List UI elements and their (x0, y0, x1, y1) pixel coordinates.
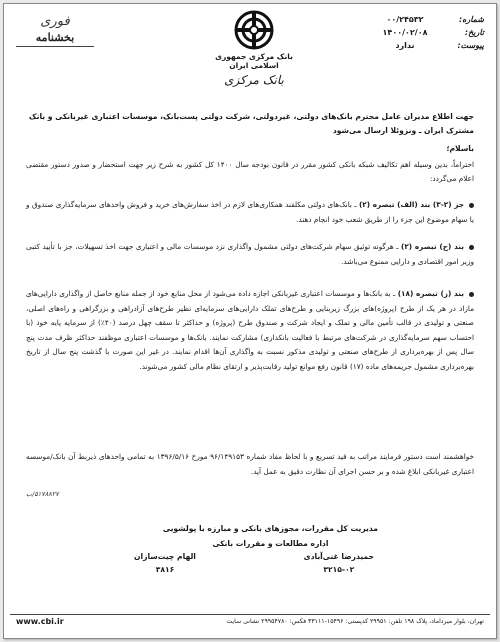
urgent-stamp (16, 14, 94, 60)
meta-number-label: شماره: (458, 15, 484, 24)
bank-name: بانک مرکزی جمهوری اسلامی ایران (215, 52, 293, 70)
letter-page (3, 3, 497, 639)
footer-address: تهران، بلوار میرداماد، پلاک ۱۹۸ تلفن: ۲۹۹۵۱ کدپستی: ۱۵۴۹۶-۳۳۱۱۱ فکس: ۲۹۹۵۴۷۸۰ نشانی سایت (226, 618, 484, 625)
bullet-heading: بند (ز) تبصره (۱۸) (397, 289, 464, 298)
reference-code: ۵۱۷۸۸۲۷/ب (26, 490, 59, 498)
office-title: اداره مطالعات و مقررات بانکی (212, 539, 329, 548)
intro-paragraph: احتراماً، بدین وسیله اهم تکالیف شبکه بانکی کشور مقرر در قانون بودجه سال ۱۴۰۰ کل کشور به شرح زیر جهت استحضار و صدور دستور مقتضی اعلام می‌گردد: (26, 160, 474, 183)
signers (134, 550, 374, 576)
signer-extension: ۳۲۱۵-۰۲ (323, 565, 355, 574)
bullet-text: ـ بانک‌های دولتی مکلفند همکاری‌های لازم در اخذ سفارش‌های خرید و فروش واحدهای سرمایه‌گذاری صندوق و یا سهام موضوع این جزء را از طریق شعب خود انجام دهند. (26, 200, 474, 224)
bullet-item-3 (26, 287, 474, 374)
meta-attachment (366, 39, 484, 52)
footer-website-link[interactable]: www.cbi.ir (16, 617, 64, 626)
meta-number-value: ۰۰/۲۴۵۳۲ (386, 15, 424, 24)
bullet-text: ـ به بانک‌ها و موسسات اعتباری غیربانکی اجازه داده می‌شود از محل منابع خود از جمله منابع حاصل از واگذاری دارایی‌های مازاد در هر یک از طرح (پروژه)های بزرگ زیربنایی و طرح‌های تملک دارایی‌های سرمایه‌ای نظیر طرح‌های آزادراهی و بزرگراهی و راه‌های اصلی، صنعتی و تولیدی در قالب تأمین مالی و تملک و ایجاد شرکت و صندوق طرح (پروژه) و حداکثر تا سقف چهل درصد (۴۰٪) از سرمایه پایه خود (با احتساب سهم سرمایه‌گذاری در شرکت‌های مرتبط با فعالیت بانکداری) مشارکت نمایند. بانک‌ها و موسسات اعتباری موظفند حداکثر ظرف مدت پنج سال پس از بهره‌برداری از طرح‌های صنعتی و تولیدی مذکور نسبت به واگذاری آن‌ها اقدام نمایند. در غیر این صورت با گذشت پنج سال از تاریخ بهره‌برداری مشمول جریمه‌های ماده (۱۷) قانون رفع موانع تولید رقابت‌پذیر و ارتقای نظام مالی کشور می‌شوند. (26, 289, 474, 371)
bullet-heading: جز (۲-۳) بند (الف) تبصره (۲) (358, 200, 465, 209)
meta-attachment-value: ندارد (395, 41, 415, 50)
meta-attachment-label: پیوست: (457, 41, 484, 50)
signer-extension: ۳۸۱۶ (155, 565, 175, 574)
bullet-dot-icon (469, 292, 474, 297)
bullet-item-2 (26, 240, 474, 269)
bullet-item-1 (26, 198, 474, 227)
letter-meta (366, 13, 484, 52)
bullet-dot-icon (469, 245, 474, 250)
stamp-line-circular: بخشنامه (16, 30, 94, 47)
salutation: باسلام؛ (446, 144, 474, 153)
signer-2 (134, 550, 196, 576)
department-title: مدیریت کل مقررات، مجوزهای بانکی و مبارزه با پولشویی (162, 524, 378, 533)
meta-date-value: ۱۴۰۰/۰۲/۰۸ (382, 28, 428, 37)
central-bank-emblem-icon (234, 10, 274, 50)
meta-date-label: تاریخ: (464, 28, 484, 37)
closing-paragraph: خواهشمند است دستور فرمایند مراتب به قید تسریع و با لحاظ مفاد شماره ۹۶/۱۴۹۱۵۳ مورخ ۱۳۹۶/۵/۱۶ به تمامی واحدهای ذیربط آن بانک/موسسه اعتباری غیربانکی ابلاغ شده و بر حسن اجرای آن نظارت دقیق به عمل آید. (26, 452, 474, 476)
signer-1 (304, 550, 374, 576)
stamp-line-urgent: فوری (40, 14, 70, 29)
bank-signature: بانک مرکزی (224, 73, 284, 87)
bullet-dot-icon (469, 203, 474, 208)
recipients: جهت اطلاع مدیران عامل محترم بانک‌های دولتی، غیردولتی، شرکت دولتی پست‌بانک، موسسات اعتباری غیربانکی و بانک مشترک ایران ـ ونزوئلا ارسال می‌شود (28, 112, 474, 135)
bullet-text: ـ هرگونه توثیق سهام شرکت‌های دولتی مشمول واگذاری نزد موسسات مالی و اعتباری جهت اخذ تسهیلات، جز با تأیید کتبی وزیر امور اقتصادی و دارایی ممنوع می‌باشد. (26, 242, 474, 266)
meta-date (366, 26, 484, 39)
bank-logo (209, 10, 299, 102)
signature-block-title (163, 521, 378, 551)
letter-footer (10, 614, 490, 630)
meta-number (366, 13, 484, 26)
signer-name: الهام چیت‌سازان (134, 552, 196, 561)
signer-name: حمیدرضا غنی‌آبادی (303, 552, 374, 561)
bullet-heading: بند (ح) تبصره (۲) (400, 242, 465, 251)
